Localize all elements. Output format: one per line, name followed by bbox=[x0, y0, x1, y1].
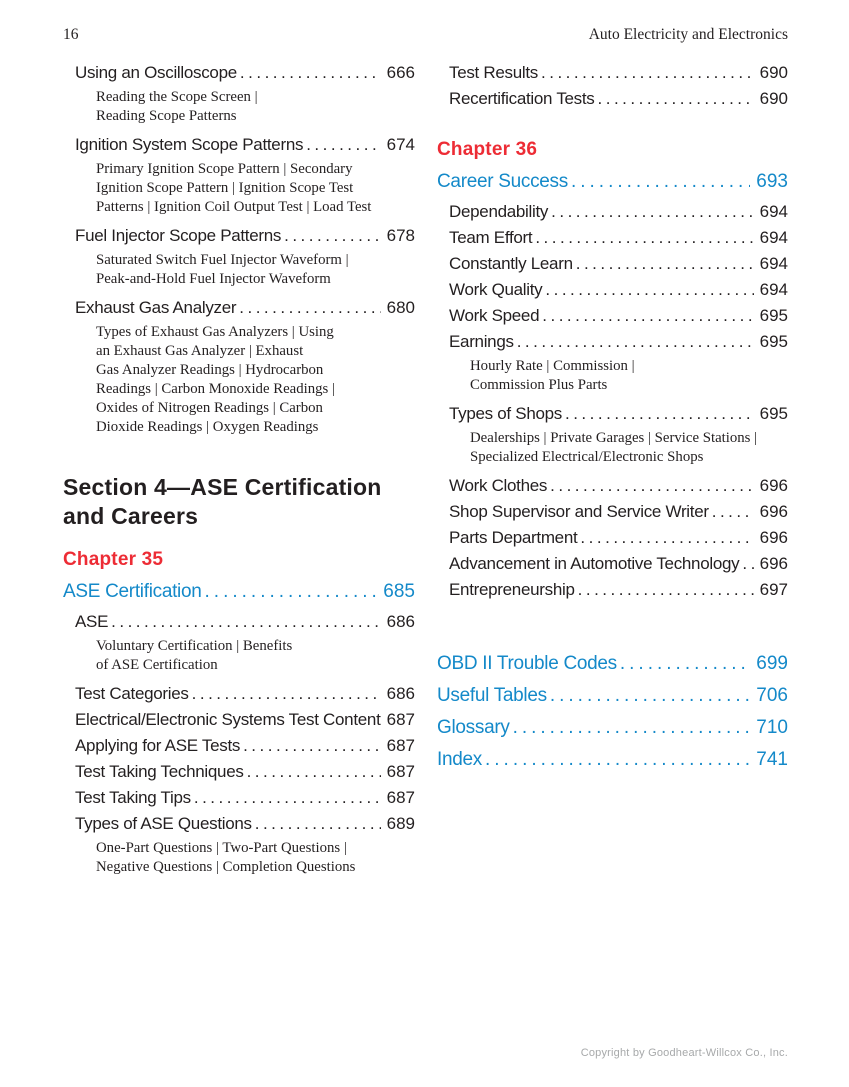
toc-entry-label: Dependability bbox=[449, 202, 549, 221]
toc-entry bbox=[437, 86, 788, 112]
toc-subtopics bbox=[437, 429, 788, 467]
toc-subtopics bbox=[63, 839, 415, 877]
toc-entry-label: Applying for ASE Tests bbox=[75, 736, 241, 755]
toc-entry bbox=[437, 329, 788, 355]
running-head: Auto Electricity and Electronics bbox=[588, 26, 788, 43]
toc-subtopic-line: Gas Analyzer Readings | Hydrocarbon bbox=[96, 362, 324, 378]
toc-entry-label: Glossary bbox=[437, 717, 510, 738]
toc-entry-page: 706 bbox=[750, 681, 788, 711]
toc-entry-label: Useful Tables bbox=[437, 685, 547, 706]
toc-entry bbox=[63, 60, 415, 86]
toc-entry-label: Earnings bbox=[449, 332, 514, 351]
toc-entry-page: 710 bbox=[750, 713, 788, 743]
toc-entry bbox=[437, 60, 788, 86]
toc-entry-label: Advancement in Automotive Technology bbox=[449, 554, 740, 573]
toc-entry bbox=[437, 401, 788, 427]
toc-entry-label: Entrepreneurship bbox=[449, 580, 575, 599]
toc-subtopics bbox=[63, 160, 415, 217]
toc-entry-label: Using an Oscilloscope bbox=[75, 63, 237, 82]
toc-subtopic-line: Peak-and-Hold Fuel Injector Waveform bbox=[96, 271, 331, 287]
toc-entry bbox=[63, 295, 415, 321]
toc-entry-label: Types of ASE Questions bbox=[75, 814, 252, 833]
toc-entry bbox=[63, 681, 415, 707]
toc-entry-page: 697 bbox=[754, 577, 788, 603]
toc-entry-page: 685 bbox=[377, 578, 415, 606]
toc-subtopic-line: Voluntary Certification | Benefits bbox=[96, 638, 293, 654]
backmatter-entry bbox=[437, 745, 788, 775]
toc-entry bbox=[63, 785, 415, 811]
toc-entry bbox=[63, 707, 415, 733]
toc-entry bbox=[437, 577, 788, 603]
toc-entry-label: Recertification Tests bbox=[449, 89, 595, 108]
toc-entry-page: 686 bbox=[381, 609, 415, 635]
section-heading-line: Section 4—ASE Certification bbox=[63, 474, 382, 500]
toc-entry-page: 696 bbox=[754, 525, 788, 551]
toc-entry-page: 687 bbox=[381, 759, 415, 785]
dot-leader bbox=[548, 202, 788, 221]
toc-entry bbox=[437, 473, 788, 499]
backmatter-entry bbox=[437, 713, 788, 743]
toc-subtopics bbox=[63, 88, 415, 126]
toc-entry-page: 696 bbox=[754, 499, 788, 525]
toc-entry-page: 695 bbox=[754, 401, 788, 427]
toc-entry-page: 741 bbox=[750, 745, 788, 775]
page-number: 16 bbox=[63, 26, 79, 43]
toc-columns bbox=[0, 44, 849, 883]
toc-entry-page: 678 bbox=[381, 223, 415, 249]
toc-column-left bbox=[63, 60, 415, 883]
dot-leader bbox=[542, 280, 788, 299]
toc-entry-page: 666 bbox=[381, 60, 415, 86]
toc-subtopic-line: Readings | Carbon Monoxide Readings | bbox=[96, 381, 335, 397]
toc-entry-page: 680 bbox=[381, 295, 415, 321]
toc-entry-page: 694 bbox=[754, 251, 788, 277]
toc-subtopic-line: Specialized Electrical/Electronic Shops bbox=[470, 449, 704, 465]
chapter-heading: Chapter 36 bbox=[437, 139, 538, 160]
toc-entry-label: Types of Shops bbox=[449, 404, 562, 423]
toc-subtopic-line: Negative Questions | Completion Questions bbox=[96, 859, 356, 875]
toc-entry-label: ASE Certification bbox=[63, 581, 202, 602]
toc-entry bbox=[63, 132, 415, 158]
toc-entry-label: Team Effort bbox=[449, 228, 533, 247]
backmatter-gap bbox=[437, 603, 788, 647]
toc-entry-label: Work Clothes bbox=[449, 476, 548, 495]
toc-entry bbox=[437, 551, 788, 577]
toc-entry-page: 694 bbox=[754, 277, 788, 303]
toc-entry bbox=[63, 223, 415, 249]
toc-entry-label: Shop Supervisor and Service Writer bbox=[449, 502, 709, 521]
toc-entry-page: 695 bbox=[754, 303, 788, 329]
toc-entry-label: Parts Department bbox=[449, 528, 578, 547]
toc-entry-label: OBD II Trouble Codes bbox=[437, 653, 617, 674]
toc-entry-label: Exhaust Gas Analyzer bbox=[75, 298, 237, 317]
page-header bbox=[0, 0, 849, 44]
copyright-notice: Copyright by Goodheart-Willcox Co., Inc. bbox=[580, 1047, 788, 1059]
toc-subtopic-line: One-Part Questions | Two-Part Questions | bbox=[96, 840, 347, 856]
toc-subtopic-line: Oxides of Nitrogen Readings | Carbon bbox=[96, 400, 323, 416]
dot-leader bbox=[514, 332, 788, 351]
toc-subtopic-line: Hourly Rate | Commission | bbox=[470, 358, 635, 374]
toc-entry-page: 687 bbox=[381, 785, 415, 811]
toc-entry-page: 690 bbox=[754, 60, 788, 86]
toc-subtopic-line: Reading the Scope Screen | bbox=[96, 89, 258, 105]
toc-entry-page: 687 bbox=[381, 707, 415, 733]
toc-column-right bbox=[437, 60, 788, 883]
chapter-title-entry bbox=[437, 168, 788, 196]
dot-leader bbox=[547, 476, 788, 495]
dot-leader bbox=[539, 306, 788, 325]
toc-entry-page: 696 bbox=[754, 473, 788, 499]
toc-subtopic-line: Patterns | Ignition Coil Output Test | Load Test bbox=[96, 199, 372, 215]
dot-leader bbox=[482, 749, 788, 770]
toc-entry-label: Career Success bbox=[437, 171, 568, 192]
toc-entry bbox=[63, 759, 415, 785]
toc-subtopic-line: Reading Scope Patterns bbox=[96, 108, 237, 124]
toc-entry bbox=[63, 733, 415, 759]
toc-entry bbox=[63, 609, 415, 635]
toc-entry bbox=[437, 251, 788, 277]
toc-entry bbox=[437, 225, 788, 251]
section-heading bbox=[63, 473, 415, 531]
toc-entry-page: 689 bbox=[381, 811, 415, 837]
toc-entry-label: Index bbox=[437, 749, 482, 770]
toc-entry-page: 686 bbox=[381, 681, 415, 707]
dot-leader bbox=[108, 612, 415, 631]
toc-entry-label: Electrical/Electronic Systems Test Content bbox=[75, 710, 381, 729]
dot-leader bbox=[510, 717, 788, 738]
toc-subtopic-line: Commission Plus Parts bbox=[470, 377, 608, 393]
toc-entry bbox=[437, 199, 788, 225]
toc-entry bbox=[437, 499, 788, 525]
toc-entry-label: ASE bbox=[75, 612, 109, 631]
toc-entry-label: Work Quality bbox=[449, 280, 543, 299]
toc-entry-page: 699 bbox=[750, 649, 788, 679]
toc-entry-page: 695 bbox=[754, 329, 788, 355]
toc-subtopics bbox=[63, 323, 415, 437]
toc-entry bbox=[437, 277, 788, 303]
toc-entry-page: 690 bbox=[754, 86, 788, 112]
toc-entry-label: Ignition System Scope Patterns bbox=[75, 135, 304, 154]
toc-entry-page: 694 bbox=[754, 225, 788, 251]
toc-entry-page: 694 bbox=[754, 199, 788, 225]
toc-entry-label: Work Speed bbox=[449, 306, 540, 325]
dot-leader bbox=[538, 63, 788, 82]
toc-subtopic-line: Ignition Scope Pattern | Ignition Scope Test bbox=[96, 180, 354, 196]
toc-entry-label: Constantly Learn bbox=[449, 254, 573, 273]
chapter-title-entry bbox=[63, 578, 415, 606]
toc-entry-label: Test Categories bbox=[75, 684, 189, 703]
toc-subtopic-line: Types of Exhaust Gas Analyzers | Using bbox=[96, 324, 334, 340]
dot-leader bbox=[532, 228, 788, 247]
toc-entry-page: 693 bbox=[750, 168, 788, 196]
toc-entry-page: 687 bbox=[381, 733, 415, 759]
toc-entry-page: 696 bbox=[754, 551, 788, 577]
toc-entry bbox=[437, 525, 788, 551]
backmatter-entry bbox=[437, 681, 788, 711]
toc-subtopic-line: Dioxide Readings | Oxygen Readings bbox=[96, 419, 319, 435]
toc-subtopic-line: Saturated Switch Fuel Injector Waveform | bbox=[96, 252, 349, 268]
toc-entry bbox=[437, 303, 788, 329]
toc-entry-label: Test Taking Tips bbox=[75, 788, 191, 807]
toc-entry-page: 674 bbox=[381, 132, 415, 158]
toc-subtopic-line: an Exhaust Gas Analyzer | Exhaust bbox=[96, 343, 304, 359]
toc-subtopic-line: Dealerships | Private Garages | Service Stations | bbox=[470, 430, 758, 446]
toc-subtopics bbox=[437, 357, 788, 395]
toc-subtopics bbox=[63, 251, 415, 289]
toc-subtopic-line: of ASE Certification bbox=[96, 657, 218, 673]
toc-entry-label: Test Results bbox=[449, 63, 538, 82]
toc-entry bbox=[63, 811, 415, 837]
section-heading-line: and Careers bbox=[63, 503, 199, 529]
toc-entry-label: Fuel Injector Scope Patterns bbox=[75, 226, 282, 245]
toc-subtopics bbox=[63, 637, 415, 675]
toc-entry-label: Test Taking Techniques bbox=[75, 762, 244, 781]
toc-subtopic-line: Primary Ignition Scope Pattern | Secondary bbox=[96, 161, 353, 177]
chapter-heading: Chapter 35 bbox=[63, 549, 164, 570]
backmatter-entry bbox=[437, 649, 788, 679]
